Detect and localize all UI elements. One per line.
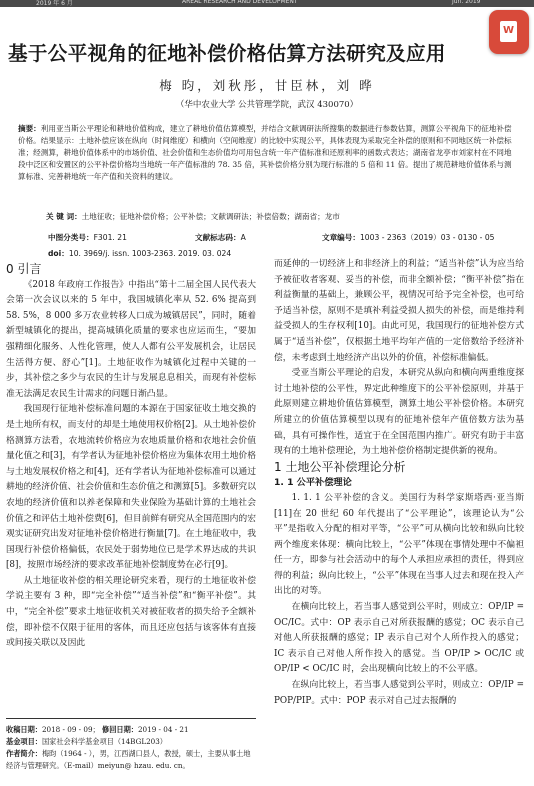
clc-number: 中图分类号：F301. 21 (48, 233, 127, 242)
subsection-heading-1-1: 1. 1 公平补偿理论 (274, 477, 352, 489)
article-number: 文章编号：1003 - 2363（2019）03 - 0130 - 05 (322, 233, 495, 242)
keywords-label: 关 键 词： (46, 212, 82, 221)
keywords-text: 土地征收；征地补偿价格；公平补偿；文献调研法；补偿倍数；湖南省；龙市 (81, 212, 340, 221)
paragraph: 我国现行征地补偿标准问题的本源在于国家征收土地交换的是土地所有权，而支付的却是土地使用权价格[2]。从土地补偿价格测算方法看，农地流转价格应为农地质量价格和农地社会价值量化值之和[3]，有学者认为征地补偿价格应为集体农用土地价格与土地发展权价格之和[4]，还有学者认为征地补偿标准可以通过耕地的经济价值、社会价值和生态价值之和测算[5]。多数研究以农地的经济价值和以养老保障和失业保险为基础计算的土地社会价值之和评估土地补偿费[6]，但目前鲜有研究从全国范围内的宏观实证研究出发对征地补偿价格进行衡量[7]。在土地征收中，我国现行补偿价格偏低，农民处于弱势地位已是学术界达成的共识[8]，按照市场经济的要求改革征地补偿制度势在必行[9]。 (6, 404, 256, 571)
paragraph: 1. 1. 1 公平补偿的含义。美国行为科学家斯塔西·亚当斯[11]在 20 世纪 60 年代提出了“公平理论”，该理论认为“公平”是指收入分配的相对平等，“公平”可从横向比较和纵向比较两个维度来体现：横向比较上，“公平”体现在事情处理中不偏袒任一方，即参与社会活动中的每个人承担应承担的责任，得到应得的利益；纵向比较上，“公平”体现在当事人过去和现在投入产出比的对等。 (274, 492, 524, 597)
section-heading-intro: 0 引言 (6, 262, 42, 276)
paragraph: 在纵向比较上，若当事人感觉到公平时，则成立：OP/IP = POP/PIP。式中：POP 表示对自己过去报酬的 (274, 680, 524, 706)
paper-title: 基于公平视角的征地补偿价格估算方法研究及应用 (8, 42, 446, 65)
left-column (6, 262, 256, 652)
footnote: 收稿日期：2018 - 09 - 09； 修回日期：2019 - 04 - 21 基金项目：国家社会科学基金项目（14BGL203） 作者简介：梅昀（1964 - ），男，江西湖口县人，教授，硕士，主要从事土地经济与管理研究。（E-mail）meiyun@ hzau. edu. cn。 (6, 718, 256, 772)
paragraph: 从土地征收补偿的相关理论研究来看，现行的土地征收补偿学说主要有 3 种，即“完全补偿”“适当补偿”和“衡平补偿”。其中，“完全补偿”要求土地征收机关对被征收者的损失给予全额补偿，即补偿不仅限于征用的客体，而且还应包括与该客体有直接或间接关联以及因此 (6, 575, 256, 649)
keywords (46, 211, 516, 222)
document-code: 文献标志码：A (195, 233, 246, 242)
paragraph: 受亚当斯公平理论的启发，本研究从纵向和横向两重维度探讨土地补偿的公平性，界定此种维度下的公平补偿原则，并基于此原则建立耕地价值估算模型，测算土地公平补偿价格。本研究所建立的价值估算模型以现有的征地补偿年产值倍数方法为基础，具有可操作性，适宜于在全国范围内推广。研究有助于丰富现有的土地补偿理论，为土地补偿价格制定提供新的视角。 (274, 368, 524, 457)
abstract (18, 123, 518, 183)
header-date: 2019 年 6 月 (36, 0, 73, 7)
paper-affiliation: （华中农业大学 公共管理学院，武汉 430070） (175, 100, 359, 110)
abstract-label: 摘要： (18, 124, 41, 133)
abstract-text: 利用亚当斯公平理论和耕地价值构成，建立了耕地价值估算模型，并结合文献调研法所搜集的数据进行参数估算，测算公平视角下的征地补偿价格。结果显示：土地补偿应该在纵向（时间维度）和横向（空间维度）的比较中实现公平，具体表现为采取完全补偿的原则和不同地区统一补偿标准；经测算，耕地价值体系中的市场价值、社会价值和生态价值均可用包含统一年产值标准和还原利率的函数式表达；湖南省龙亭市刘家村在不同地段中泛区和安置区的公平补偿价格均当地统一年产值标准的 78. 35 倍，其补偿价格分别为现行标准的 5 倍和 11 倍。提出了规范耕地价值体系与测算标准、完善耕地统一年产值和关资料的建议。 (18, 124, 512, 181)
header-journal: AREAL RESEARCH AND DEVELOPMENT (182, 0, 298, 5)
section-heading-1: 1 土地公平补偿理论分析 (274, 459, 406, 474)
header-date-en: Jun. 2019 (452, 0, 481, 5)
paragraph: 在横向比较上，若当事人感觉到公平时，则成立：OP/IP = OC/IC。式中：OP 表示自己对所获报酬的感觉；OC 表示自己对他人所获报酬的感觉；IP 表示自己对个人所作投入的感觉；IC 表示自己对他人所作投入的感觉。当 OP/IP > OC/IC 或 OP/IP < OC/IC 时，会出现横向比较上的不公平感。 (274, 602, 524, 675)
paragraph: 而延伸的一切经济上和非经济上的利益；“适当补偿”认为应当给予被征收者客观、妥当的补偿，而非全额补偿；“衡平补偿”指在利益衡量的基础上，兼顾公平，视情况可给予完全补偿，也可给予适当补偿，原则不是填补利益受损人损失的补偿，而是维持利益受损人的生存权利[10]。由此可见，我国现行的征地补偿方式属于“适当补偿”，仅根据土地平均年产值的一定倍数给予经济补偿，未考虑到土地经济产出以外的价值，补偿标准偏低。 (274, 259, 524, 363)
paragraph: 《2018 年政府工作报告》中指出“第十二届全国人民代表大会第一次会议以来的 5 年中，我国城镇化率从 52. 6% 提高到 58. 5%，8 000 多万农业转移人口成为城镇居民”，同时，随着新型城镇化的提出，提高城镇化质量的要求也应运而生，“要加强精细化服务、人性化管理，使人人都有公平发展机会，让居民生活得方便、舒心”[1]。土地征收作为城镇化过程中关键的一步，其补偿之多少与农民的生计与发展息息相关，而现有补偿标准无法满足农民生计需求的问题日渐凸显。 (6, 279, 256, 399)
right-column (274, 257, 524, 709)
doi: doi：10. 3969/j. issn. 1003-2363. 2019. 03. 024 (48, 249, 232, 258)
running-header (0, 0, 534, 7)
paper-authors: 梅 昀，刘秋彤，甘臣林，刘 晔 (159, 78, 375, 93)
document-icon: W (500, 21, 517, 42)
